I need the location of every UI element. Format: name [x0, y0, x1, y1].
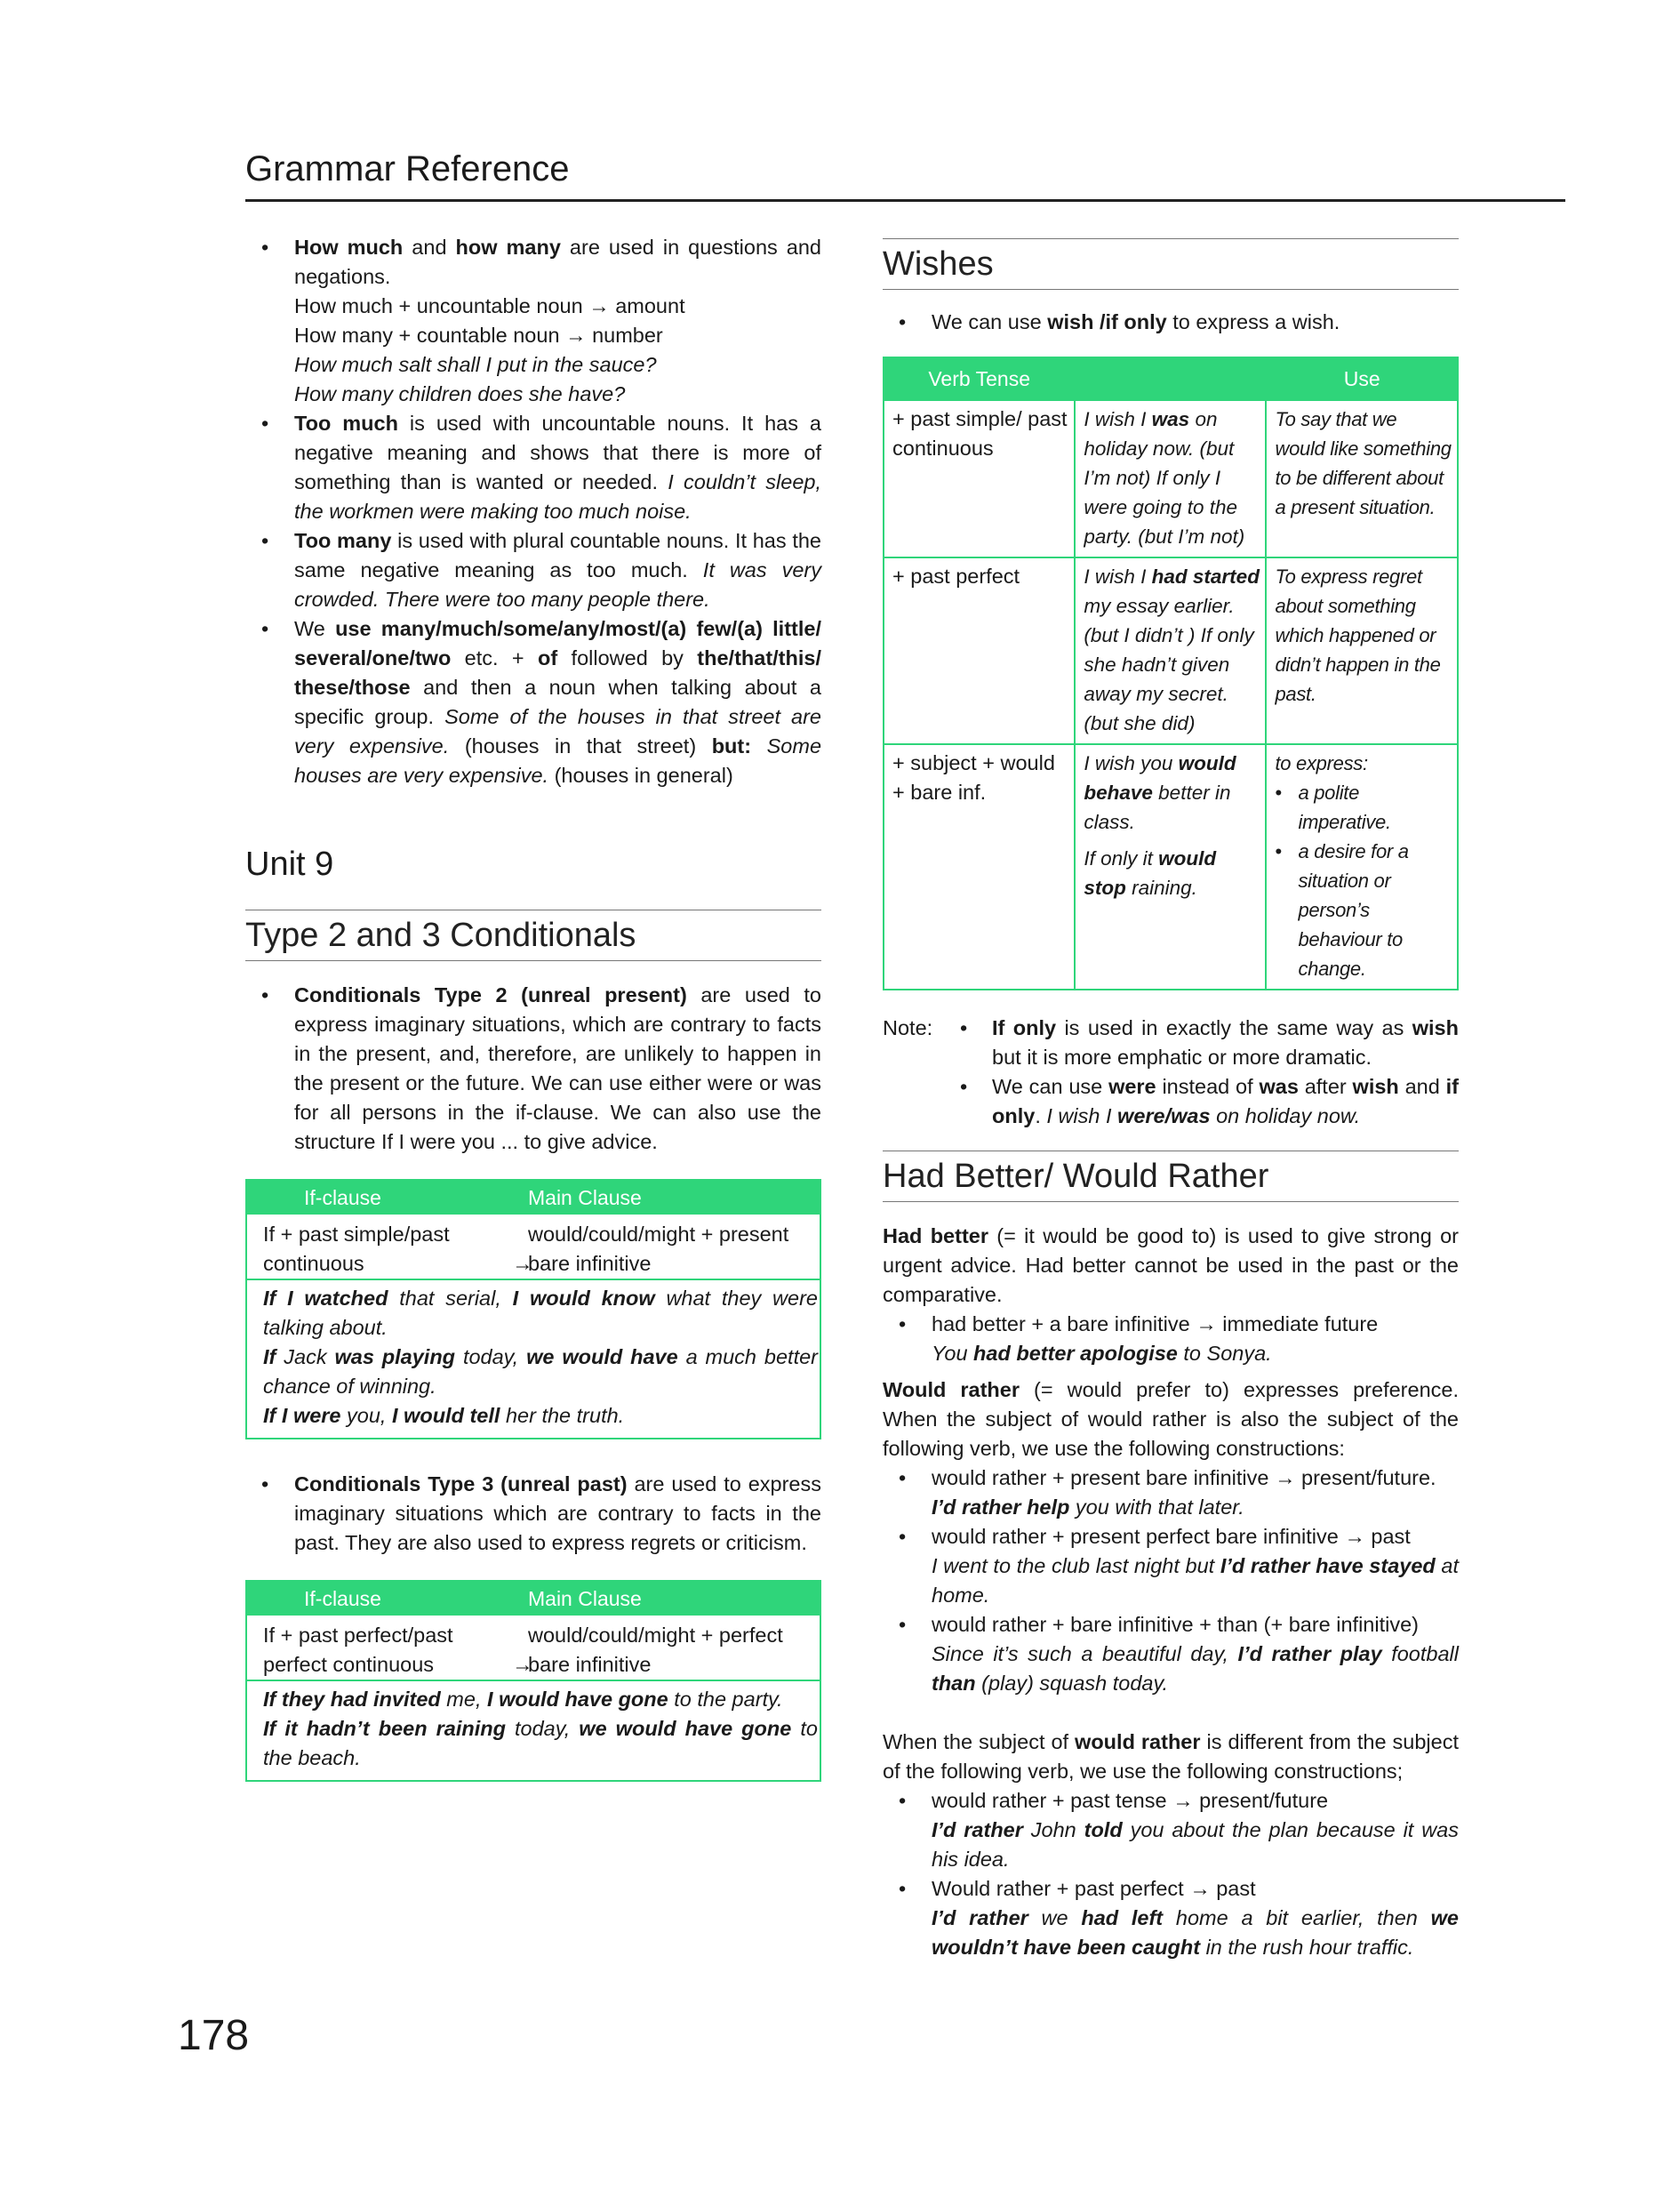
bold-term: of [538, 646, 558, 670]
text [751, 734, 767, 758]
text: and then a noun when talking about a specific group. [294, 676, 821, 728]
paragraph: Had better (= it would be good to) is used to give strong or urgent advice. Had better cannot be used in the past or the comparative. [883, 1224, 1459, 1306]
text: are used in questions and negations. [294, 236, 821, 288]
section-title-had-better: Had Better/ Would Rather [883, 1151, 1459, 1202]
text: are used to express imaginary situations which are contrary to facts in the past. They are also used to express regrets or criticism. [294, 1472, 821, 1554]
list-item: • would rather + bare infinitive + than (+ bare infinitive) Since it’s such a beautiful day, I’d rather play football than (play) squash today. [883, 1610, 1459, 1698]
would-rather-list-2 [883, 1786, 1459, 1962]
example: If they had invited me, I would have gone to the party. [263, 1688, 783, 1711]
main-clause-cell: would/could/might + perfect bare infinitive [528, 1624, 783, 1676]
bold-term: but: [711, 734, 752, 758]
text: (houses in general) [548, 764, 733, 787]
bold-term: how many [455, 236, 561, 259]
tense-cell: + subject + would + bare inf. [884, 744, 1075, 990]
list-item [245, 1470, 821, 1558]
arrow-icon: → [512, 1252, 533, 1275]
bold-term: Conditionals Type 3 (unreal past) [294, 1472, 628, 1495]
list-item [245, 981, 821, 1157]
header-use: Use [1266, 357, 1458, 400]
example: I couldn’t sleep, the workmen were making too much noise. [294, 470, 822, 523]
table-header-row [884, 357, 1458, 400]
text: etc. + [451, 646, 538, 670]
text: are used to express imaginary situations, which are contrary to facts in the present, and, therefore, are unlikely to happen in the present or the future. We can use either were or was for all persons in the if-clause. We can also use the structure If I were you ... to give advice. [294, 983, 822, 1153]
list-item: • We can use were instead of was after wish and if only. I wish I were/was on holiday now. [958, 1072, 1459, 1131]
example-cell: I wish I was on holiday now. (but I’m not) If only I were going to the party. (but I’m not) [1075, 400, 1266, 557]
table-header [247, 1582, 820, 1616]
table-row [247, 1215, 820, 1280]
type2-list [245, 981, 821, 1157]
example: How many children does she have? [294, 382, 626, 405]
wishes-table [883, 357, 1459, 990]
bold-term: use many/much/some/any/most/(a) few/(a) little/ several/one/two [294, 617, 821, 670]
bold-term: Conditionals Type 2 (unreal present) [294, 983, 687, 1006]
would-rather-list [883, 1463, 1459, 1698]
bold-term: How much [294, 236, 404, 259]
page-header-title: Grammar Reference [245, 149, 570, 188]
use-cell: To say that we would like something to be different about a present situation. [1266, 400, 1458, 557]
section-title-conditionals: Type 2 and 3 Conditionals [245, 910, 821, 961]
text: We [294, 617, 336, 640]
wishes-intro [883, 308, 1459, 337]
much-many-list [245, 233, 821, 790]
list-item [245, 614, 821, 790]
arrow-icon: → [512, 1653, 533, 1676]
tense-cell: + past simple/ past continuous [884, 400, 1075, 557]
example: If it hadn’t been raining today, we would have gone to the beach. [263, 1717, 818, 1769]
table-header [247, 1181, 820, 1215]
note-label: Note: [883, 1016, 933, 1039]
text: (houses in that street) [449, 734, 712, 758]
list-item: • would rather + present perfect bare infinitive → past I went to the club last night but I’d rather have stayed at home. [883, 1522, 1459, 1610]
list-item [245, 409, 821, 526]
examples [247, 1280, 820, 1438]
list-item [245, 233, 821, 409]
left-column [245, 233, 821, 1782]
text: followed by [557, 646, 698, 670]
type2-table [245, 1179, 821, 1439]
example: Some houses are very expensive. [294, 734, 822, 787]
section-title-wishes: Wishes [883, 238, 1459, 290]
unit-title: Unit 9 [245, 846, 334, 883]
paragraph: When the subject of would rather is different from the subject of the following verb, we use the following constructions; [883, 1730, 1460, 1783]
list-item [245, 526, 821, 614]
example: Some of the houses in that street are very expensive. [294, 705, 821, 758]
type3-list [245, 1470, 821, 1558]
use-item: • a polite imperative. [1275, 778, 1452, 837]
list-item: • had better + a bare infinitive → immediate future You had better apologise to Sonya. [883, 1310, 1459, 1368]
tense-cell: + past perfect [884, 557, 1075, 744]
example-cell: I wish you would behave better in class. If only it would stop raining. [1075, 744, 1266, 990]
example: How much salt shall I put in the sauce? [294, 353, 657, 376]
type3-table [245, 1580, 821, 1782]
header-verb-tense: Verb Tense [884, 357, 1075, 400]
example: If Jack was playing today, we would have a much better chance of winning. [263, 1345, 818, 1398]
use-cell: to express: • a polite imperative. • a desire for a situation or person’s behaviour to change. [1266, 744, 1458, 990]
table-row [247, 1616, 820, 1681]
rule-line: How much + uncountable noun → amount [294, 294, 685, 317]
list-item: • Would rather + past perfect → past I’d rather we had left home a bit earlier, then we wouldn’t have been caught in the rush hour traffic. [883, 1874, 1459, 1962]
text: and [403, 236, 456, 259]
text: is used with plural countable nouns. It has the same negative meaning as too much. [294, 529, 821, 581]
if-clause-cell: If + past perfect/past perfect continuous [263, 1624, 453, 1676]
table-row [884, 744, 1458, 990]
page-number: 178 [178, 2012, 250, 2059]
header-if-clause: If-clause [304, 1186, 381, 1209]
paragraph: Would rather (= would prefer to) expresses preference. When the subject of would rather is also the subject of the following verb, we use the following constructions: [883, 1378, 1459, 1460]
example: It was very crowded. There were too many people there. [294, 558, 821, 611]
example-cell: I wish I had started my essay earlier. (but I didn’t ) If only she hadn’t given away my secret. (but she did) [1075, 557, 1266, 744]
list-item: • would rather + present bare infinitive → present/future. I’d rather help you with that later. [883, 1463, 1459, 1522]
table-row [884, 400, 1458, 557]
rule-line: How many + countable noun → number [294, 324, 663, 347]
list-item: • If only is used in exactly the same way as wish but it is more emphatic or more dramatic. [958, 1014, 1459, 1072]
had-better-list [883, 1310, 1459, 1368]
use-cell: To express regret about something which happened or didn’t happen in the past. [1266, 557, 1458, 744]
list-item: • We can use wish /if only to express a wish. [883, 308, 1459, 337]
bold-term: Too many [294, 529, 392, 552]
examples [247, 1681, 820, 1780]
use-item: • a desire for a situation or person’s behaviour to change. [1275, 837, 1452, 983]
header-rule [245, 199, 1565, 202]
example: If I watched that serial, I would know what they were talking about. [263, 1287, 818, 1339]
if-clause-cell: If + past simple/past continuous [263, 1223, 450, 1275]
table-row [884, 557, 1458, 744]
bold-term: Too much [294, 412, 398, 435]
main-clause-cell: would/could/might + present bare infinitive [528, 1223, 789, 1275]
header-main-clause: Main Clause [528, 1587, 642, 1610]
note [883, 1014, 1459, 1131]
example: If I were you, I would tell her the truth. [263, 1404, 625, 1427]
header-main-clause: Main Clause [528, 1186, 642, 1209]
header-if-clause: If-clause [304, 1587, 381, 1610]
list-item: • would rather + past tense → present/future I’d rather John told you about the plan because it was his idea. [883, 1786, 1459, 1874]
bold-term: the/that/this/ these/those [294, 646, 821, 699]
text: is used with uncountable nouns. It has a negative meaning and shows that there is more of something than is wanted or needed. [294, 412, 821, 493]
right-column [883, 233, 1459, 1962]
header-blank [1075, 357, 1266, 400]
